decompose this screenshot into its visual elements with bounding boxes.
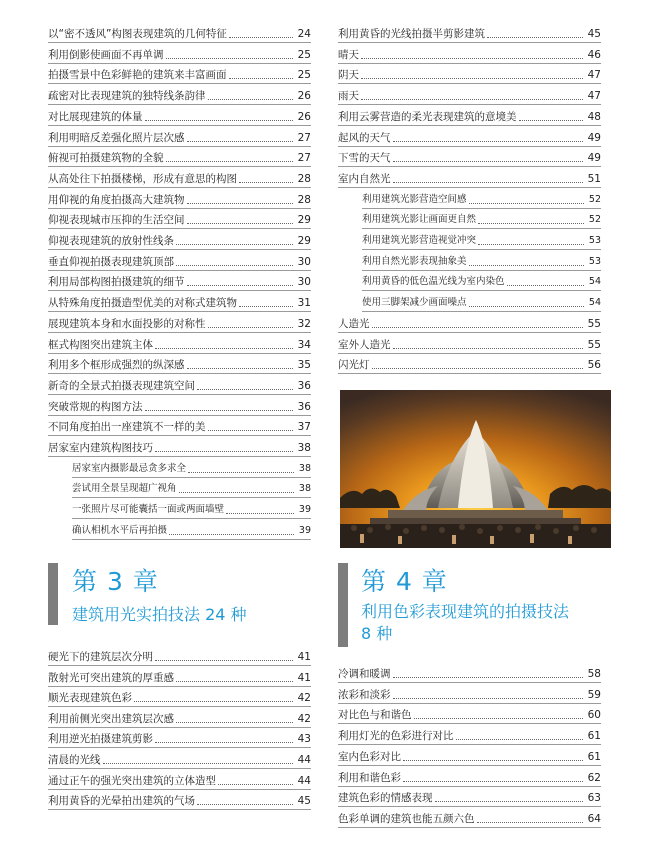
toc-leader-dots <box>218 783 293 785</box>
toc-entry-title: 雨天 <box>338 90 359 103</box>
toc-entry-title: 利用黄昏的光线拍摄半剪影建筑 <box>338 28 485 40</box>
toc-entry-title: 阴天 <box>338 69 359 82</box>
toc-entry[interactable] <box>338 702 601 722</box>
toc-leader-dots <box>208 98 293 100</box>
toc-entry-title: 利用多个框形成强烈的纵深感 <box>48 359 185 372</box>
toc-entry[interactable] <box>72 476 311 496</box>
toc-entry-title: 居家室内建筑构图技巧 <box>48 442 153 454</box>
toc-entry-title: 一张照片尽可能囊括一面或两面墙壁 <box>72 504 225 516</box>
toc-leader-dots <box>155 741 293 743</box>
toc-entry-title: 对比色与和谐色 <box>338 709 412 722</box>
toc-entry-title: 利用云雾营造的柔光表现建筑的意境美 <box>338 110 517 123</box>
toc-entry[interactable] <box>48 373 311 393</box>
toc-leader-dots <box>361 98 583 100</box>
toc-entry[interactable] <box>48 768 311 788</box>
toc-leader-dots <box>103 762 293 764</box>
toc-entry[interactable] <box>338 104 601 124</box>
toc-entry-title: 拍摄雪景中色彩鲜艳的建筑来丰富画面 <box>48 69 227 82</box>
toc-leader-dots <box>197 803 293 805</box>
toc-entry-title: 色彩单调的建筑也能五颜六色 <box>338 812 475 825</box>
toc-entry-title: 垂直仰视拍摄表现建筑顶部 <box>48 255 174 268</box>
toc-entry-title: 室外人造光 <box>338 338 391 351</box>
toc-entry-title: 尝试用全景呈现超广视角 <box>72 483 177 495</box>
toc-leader-dots <box>469 264 584 266</box>
toc-entry[interactable] <box>48 747 311 767</box>
toc-entry-page: 25 <box>297 48 311 61</box>
toc-leader-dots <box>478 243 584 245</box>
chapter-3-subtitle: 建筑用光实拍技法 24 种 <box>72 605 247 624</box>
toc-entry[interactable] <box>338 785 601 805</box>
toc-entry[interactable] <box>48 125 311 145</box>
toc-entry-title: 新奇的全景式拍摄表现建筑空间 <box>48 379 195 392</box>
toc-leader-dots <box>456 738 583 740</box>
toc-entry[interactable] <box>338 806 601 826</box>
toc-leader-dots <box>393 697 583 699</box>
toc-leader-dots <box>145 409 293 411</box>
toc-entry-page: 53 <box>588 235 601 246</box>
toc-entry-title: 起风的天气 <box>338 131 391 144</box>
toc-leader-dots <box>403 759 583 761</box>
toc-entry-page: 35 <box>297 359 311 372</box>
toc-leader-dots <box>179 491 294 493</box>
toc-entry-title: 从特殊角度拍摄造型优美的对称式建筑物 <box>48 297 237 310</box>
toc-entry-title: 利用逆光拍摄建筑剪影 <box>48 733 153 746</box>
toc-entry-title: 居家室内摄影最忌贪多求全 <box>72 462 187 474</box>
toc-leader-dots <box>208 429 293 431</box>
toc-entry-page: 61 <box>587 750 601 763</box>
toc-entry-title: 从高处往下拍摄楼梯，形成有意思的构图 <box>48 172 237 185</box>
toc-entry-page: 52 <box>588 214 601 226</box>
toc-leader-dots <box>134 700 293 702</box>
toc-entry-page: 34 <box>297 338 311 351</box>
toc-entry-page: 28 <box>297 193 311 206</box>
toc-leader-dots <box>361 77 583 79</box>
toc-entry-page: 25 <box>297 69 311 82</box>
toc-entry-page: 53 <box>588 255 601 267</box>
toc-entry-page: 29 <box>297 214 311 227</box>
toc-entry-page: 51 <box>587 172 601 185</box>
toc-entry-title: 不同角度拍出一座建筑不一样的美 <box>48 421 206 434</box>
toc-leader-dots <box>469 305 584 307</box>
toc-entry-title: 利用灯光的色彩进行对比 <box>338 730 454 743</box>
toc-entry[interactable] <box>338 62 601 82</box>
toc-leader-dots <box>393 676 583 678</box>
chapter-3-marker-bar <box>48 563 58 625</box>
toc-entry-title: 利用明暗反差强化照片层次感 <box>48 131 185 144</box>
toc-entry[interactable] <box>338 744 601 764</box>
toc-entry-page: 62 <box>587 771 601 784</box>
toc-leader-dots <box>176 721 293 723</box>
toc-entry[interactable] <box>362 290 601 310</box>
toc-entry-page: 41 <box>297 651 311 663</box>
toc-entry-page: 59 <box>587 688 601 701</box>
toc-entry-page: 38 <box>297 442 311 454</box>
toc-entry[interactable] <box>48 249 311 269</box>
toc-entry[interactable] <box>338 682 601 702</box>
toc-entry-title: 人造光 <box>338 317 370 330</box>
toc-separator-line <box>338 827 601 828</box>
toc-leader-dots <box>166 160 293 162</box>
toc-entry-page: 56 <box>587 359 601 372</box>
toc-entry-title: 利用局部构图拍摄建筑的细节 <box>48 276 185 289</box>
toc-leader-dots <box>229 36 293 38</box>
lotus-temple-photo <box>340 390 611 548</box>
toc-entry-title: 利用建筑光影让画面更自然 <box>362 214 477 226</box>
toc-entry[interactable] <box>48 228 311 248</box>
toc-entry-page: 45 <box>587 28 601 40</box>
toc-leader-dots <box>507 284 584 286</box>
toc-entry-title: 利用建筑光影营造视觉冲突 <box>362 235 477 246</box>
toc-entry[interactable] <box>338 723 601 743</box>
chapter-4-marker-bar <box>338 563 348 647</box>
toc-leader-dots <box>226 512 294 514</box>
toc-entry-title: 清晨的光线 <box>48 754 101 766</box>
toc-entry[interactable] <box>48 788 311 808</box>
toc-entry-title: 框式构图突出建筑主体 <box>48 338 153 351</box>
toc-entry[interactable] <box>48 665 311 685</box>
toc-leader-dots <box>176 243 293 245</box>
toc-leader-dots <box>414 717 583 719</box>
toc-entry-page: 30 <box>297 255 311 268</box>
chapter-4-subtitle-line2: 8 种 <box>361 624 393 643</box>
toc-entry[interactable] <box>338 661 601 681</box>
toc-leader-dots <box>239 181 293 183</box>
toc-entry-page: 38 <box>298 462 311 474</box>
toc-entry[interactable] <box>48 290 311 310</box>
toc-entry-page: 49 <box>587 131 601 144</box>
toc-entry[interactable] <box>72 497 311 517</box>
toc-entry-page: 31 <box>297 297 311 310</box>
toc-separator-line <box>72 539 311 540</box>
toc-leader-dots <box>487 36 583 38</box>
toc-entry[interactable] <box>338 352 601 372</box>
toc-leader-dots <box>155 347 293 349</box>
toc-leader-dots <box>403 780 583 782</box>
toc-entry[interactable] <box>48 726 311 746</box>
toc-entry[interactable] <box>48 394 311 414</box>
toc-leader-dots <box>187 140 293 142</box>
toc-entry-page: 28 <box>297 172 311 185</box>
toc-leader-dots <box>155 450 293 452</box>
toc-entry-title: 利用建筑光影营造空间感 <box>362 193 467 205</box>
toc-entry-page: 43 <box>297 733 311 746</box>
toc-entry-title: 冷调和暖调 <box>338 668 391 680</box>
toc-entry-page: 30 <box>297 276 311 289</box>
toc-entry[interactable] <box>338 311 601 331</box>
toc-entry[interactable] <box>48 187 311 207</box>
chapter-4-number: 第 4 章 <box>361 567 448 596</box>
toc-entry-title: 仰视表现建筑的放射性线条 <box>48 235 174 247</box>
toc-entry-page: 26 <box>297 110 311 123</box>
toc-entry-page: 49 <box>587 152 601 165</box>
toc-leader-dots <box>372 326 583 328</box>
toc-entry[interactable] <box>48 21 311 41</box>
toc-entry-page: 64 <box>587 812 601 825</box>
toc-entry-page: 63 <box>587 792 601 805</box>
toc-entry[interactable] <box>48 644 311 664</box>
toc-entry[interactable] <box>48 145 311 165</box>
toc-leader-dots <box>361 57 583 59</box>
toc-entry-title: 闪光灯 <box>338 359 370 372</box>
toc-entry[interactable] <box>338 42 601 62</box>
toc-entry[interactable] <box>362 207 601 227</box>
toc-entry-title: 室内色彩对比 <box>338 750 401 763</box>
toc-entry[interactable] <box>48 706 311 726</box>
toc-entry[interactable] <box>48 207 311 227</box>
toc-entry[interactable] <box>362 269 601 289</box>
toc-leader-dots <box>519 119 583 121</box>
toc-entry[interactable] <box>338 765 601 785</box>
toc-entry[interactable] <box>338 21 601 41</box>
toc-entry-title: 通过正午的强光突出建筑的立体造型 <box>48 774 216 787</box>
toc-leader-dots <box>393 181 583 183</box>
toc-entry-title: 突破常规的构图方法 <box>48 400 143 413</box>
toc-leader-dots <box>372 367 583 369</box>
toc-entry-title: 确认相机水平后再拍摄 <box>72 524 168 536</box>
toc-entry-title: 室内自然光 <box>338 172 391 185</box>
toc-entry-page: 41 <box>297 671 311 684</box>
toc-entry-page: 42 <box>297 712 311 725</box>
toc-entry[interactable] <box>48 435 311 455</box>
toc-entry-title: 疏密对比表现建筑的独特线条韵律 <box>48 90 206 103</box>
toc-entry-page: 55 <box>587 338 601 351</box>
toc-entry[interactable] <box>72 518 311 538</box>
toc-entry-page: 42 <box>297 692 311 705</box>
toc-entry-page: 39 <box>298 524 311 536</box>
toc-entry-page: 60 <box>587 709 601 722</box>
chapter-4-subtitle-line1: 利用色彩表现建筑的拍摄技法 <box>361 602 570 621</box>
toc-entry[interactable] <box>48 42 311 62</box>
toc-entry[interactable] <box>362 187 601 207</box>
toc-entry-page: 61 <box>587 730 601 743</box>
toc-leader-dots <box>169 533 294 535</box>
toc-entry-title: 用仰视的角度拍摄高大建筑物 <box>48 193 185 206</box>
toc-leader-dots <box>145 119 293 121</box>
toc-separator-line <box>48 809 311 810</box>
toc-entry[interactable] <box>48 104 311 124</box>
toc-entry-page: 27 <box>297 152 311 165</box>
toc-entry-page: 52 <box>588 193 601 205</box>
toc-entry-title: 硬光下的建筑层次分明 <box>48 651 153 663</box>
toc-entry-page: 37 <box>297 421 311 434</box>
toc-entry[interactable] <box>48 62 311 82</box>
toc-leader-dots <box>477 821 583 823</box>
toc-leader-dots <box>166 57 293 59</box>
lotus-temple-illustration <box>340 390 611 548</box>
toc-entry-title: 对比展现建筑的体量 <box>48 110 143 123</box>
toc-entry-page: 47 <box>587 90 601 103</box>
toc-leader-dots <box>469 202 584 204</box>
toc-entry-title: 以“密不透风”构图表现建筑的几何特征 <box>48 28 227 40</box>
toc-entry[interactable] <box>48 166 311 186</box>
toc-entry-page: 27 <box>297 131 311 144</box>
toc-entry-page: 24 <box>297 28 311 40</box>
toc-leader-dots <box>393 347 583 349</box>
toc-entry-title: 利用前侧光突出建筑层次感 <box>48 712 174 725</box>
toc-entry-page: 54 <box>588 297 601 309</box>
toc-entry-page: 44 <box>297 774 311 787</box>
toc-entry-title: 利用倒影使画面不再单调 <box>48 48 164 61</box>
toc-entry-page: 44 <box>297 754 311 766</box>
toc-leader-dots <box>187 284 293 286</box>
toc-entry-page: 29 <box>297 235 311 247</box>
toc-entry[interactable] <box>48 83 311 103</box>
toc-entry[interactable] <box>362 228 601 248</box>
toc-entry-title: 建筑色彩的情感表现 <box>338 792 433 805</box>
toc-entry-page: 46 <box>587 48 601 61</box>
toc-leader-dots <box>208 326 293 328</box>
toc-leader-dots <box>187 367 293 369</box>
toc-leader-dots <box>393 160 583 162</box>
toc-entry-page: 48 <box>587 110 601 123</box>
toc-entry-title: 俯视可拍摄建筑物的全貌 <box>48 152 164 165</box>
toc-entry-page: 39 <box>298 504 311 516</box>
toc-entry-title: 利用黄昏的光晕拍出建筑的气场 <box>48 795 195 808</box>
toc-leader-dots <box>478 222 584 224</box>
toc-entry[interactable] <box>338 83 601 103</box>
toc-entry[interactable] <box>72 456 311 476</box>
toc-entry[interactable] <box>338 145 601 165</box>
toc-leader-dots <box>239 305 293 307</box>
toc-entry-page: 45 <box>297 795 311 808</box>
toc-entry[interactable] <box>48 269 311 289</box>
toc-entry-title: 仰视表现城市压抑的生活空间 <box>48 214 185 227</box>
toc-entry-page: 47 <box>587 69 601 82</box>
toc-entry-page: 54 <box>588 276 601 288</box>
toc-leader-dots <box>188 471 294 473</box>
toc-entry[interactable] <box>338 166 601 186</box>
toc-entry-page: 55 <box>587 317 601 330</box>
toc-leader-dots <box>393 140 583 142</box>
toc-separator-line <box>338 373 601 374</box>
toc-entry-title: 晴天 <box>338 48 359 61</box>
toc-leader-dots <box>197 388 293 390</box>
toc-entry-title: 浓彩和淡彩 <box>338 688 391 701</box>
toc-entry-page: 38 <box>298 483 311 495</box>
toc-entry-title: 下雪的天气 <box>338 152 391 165</box>
toc-entry-page: 26 <box>297 90 311 103</box>
toc-entry[interactable] <box>362 249 601 269</box>
toc-entry[interactable] <box>338 332 601 352</box>
toc-entry-page: 36 <box>297 400 311 413</box>
toc-entry[interactable] <box>48 311 311 331</box>
toc-leader-dots <box>435 800 583 802</box>
toc-entry[interactable] <box>48 352 311 372</box>
toc-entry-title: 使用三脚架减少画面噪点 <box>362 297 467 309</box>
toc-entry-page: 58 <box>587 668 601 680</box>
toc-entry[interactable] <box>48 332 311 352</box>
toc-entry-page: 36 <box>297 379 311 392</box>
toc-entry-title: 利用和谐色彩 <box>338 771 401 784</box>
toc-leader-dots <box>187 222 293 224</box>
toc-leader-dots <box>176 680 293 682</box>
toc-entry-title: 利用自然光影表现抽象美 <box>362 255 467 267</box>
toc-leader-dots <box>229 77 293 79</box>
toc-entry-title: 散射光可突出建筑的厚重感 <box>48 671 174 684</box>
toc-entry[interactable] <box>48 414 311 434</box>
chapter-3-number: 第 3 章 <box>72 567 159 596</box>
toc-leader-dots <box>187 202 293 204</box>
toc-entry[interactable] <box>48 685 311 705</box>
toc-entry[interactable] <box>338 125 601 145</box>
toc-entry-page: 32 <box>297 317 311 330</box>
toc-entry-title: 利用黄昏的低色温光线为室内染色 <box>362 276 505 288</box>
toc-entry-title: 展现建筑本身和水面投影的对称性 <box>48 317 206 330</box>
toc-leader-dots <box>176 264 293 266</box>
toc-leader-dots <box>155 659 293 661</box>
toc-entry-title: 顺光表现建筑色彩 <box>48 692 132 705</box>
